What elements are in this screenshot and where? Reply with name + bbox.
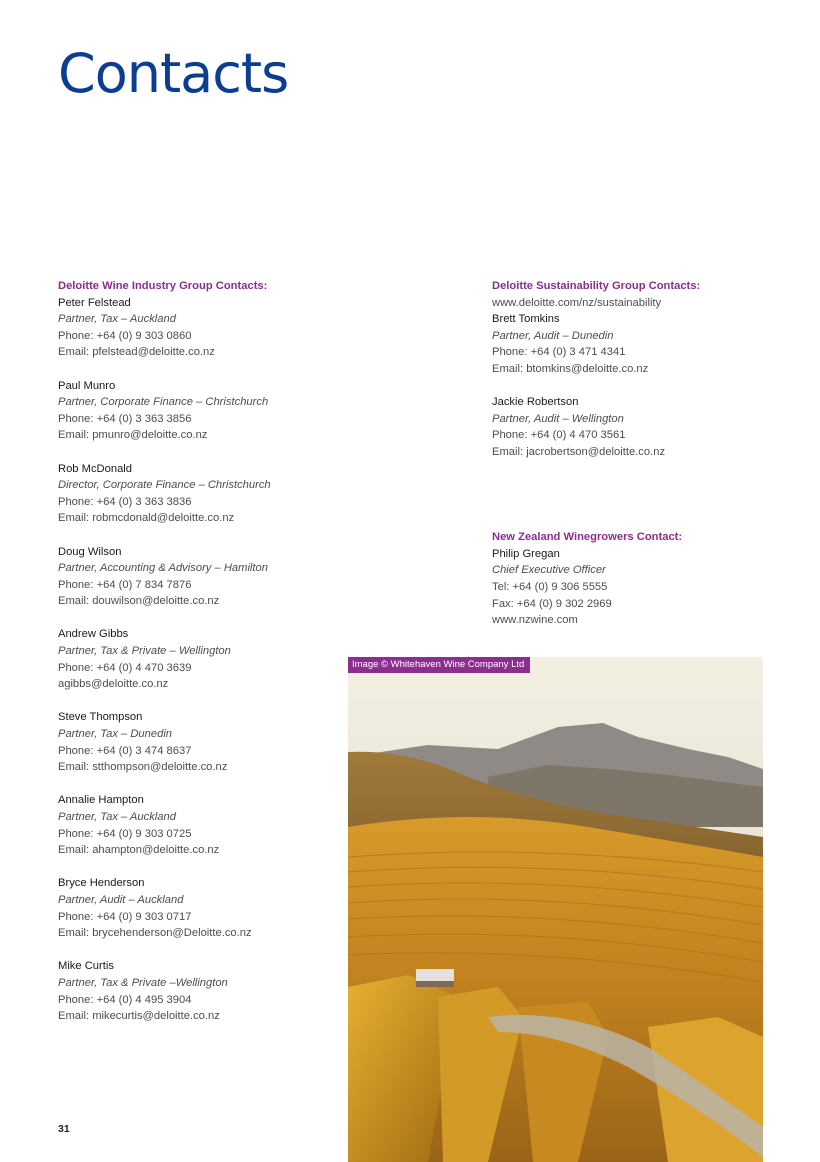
contact-title: Partner, Corporate Finance – Christchurch: [58, 396, 269, 409]
contact-card: [58, 544, 338, 610]
contact-tel: Tel: +64 (0) 9 306 5555: [492, 580, 608, 593]
winegrowers-heading: New Zealand Winegrowers Contact:: [492, 531, 683, 544]
contact-title: Partner, Accounting & Advisory – Hamilton: [58, 562, 268, 575]
contact-card: [58, 958, 338, 1024]
contact-name: Mike Curtis: [58, 960, 114, 973]
contact-phone: Phone: +64 (0) 9 303 0860: [58, 329, 192, 342]
contact-card: [58, 875, 338, 941]
contact-phone: Phone: +64 (0) 3 363 3856: [58, 412, 192, 425]
contact-email: Email: jacrobertson@deloitte.co.nz: [492, 445, 666, 458]
contact-title: Chief Executive Officer: [492, 564, 606, 577]
contact-website: www.nzwine.com: [492, 614, 578, 627]
sustainability-url: www.deloitte.com/nz/sustainability: [492, 296, 662, 309]
page-title: Contacts: [58, 42, 289, 105]
contact-email: Email: pmunro@deloitte.co.nz: [58, 429, 208, 442]
contact-email: Email: douwilson@deloitte.co.nz: [58, 595, 220, 608]
contact-card: [492, 311, 792, 377]
contact-phone: Phone: +64 (0) 4 495 3904: [58, 993, 192, 1006]
contact-name: Paul Munro: [58, 379, 116, 392]
page-number: 31: [58, 1123, 70, 1135]
contact-title: Partner, Tax – Dunedin: [58, 728, 173, 741]
contact-card: [58, 461, 338, 527]
contact-phone: Phone: +64 (0) 3 363 3836: [58, 495, 192, 508]
contact-email: Email: pfelstead@deloitte.co.nz: [58, 346, 215, 359]
contact-phone: Phone: +64 (0) 3 471 4341: [492, 346, 626, 359]
contact-phone: Phone: +64 (0) 4 470 3639: [58, 661, 192, 674]
wine-group-section: [58, 278, 338, 1041]
vineyard-photo: [348, 657, 763, 1162]
contact-name: Rob McDonald: [58, 462, 132, 475]
contact-email: Email: mikecurtis@deloitte.co.nz: [58, 1010, 220, 1023]
contact-email: Email: stthompson@deloitte.co.nz: [58, 761, 228, 774]
contact-email: agibbs@deloitte.co.nz: [58, 678, 169, 691]
contact-card: [58, 792, 338, 858]
contact-title: Partner, Tax & Private –Wellington: [58, 976, 228, 989]
contact-name: Brett Tomkins: [492, 313, 560, 326]
contact-phone: Phone: +64 (0) 7 834 7876: [58, 578, 192, 591]
contact-title: Partner, Audit – Auckland: [58, 893, 184, 906]
contact-card: [492, 394, 792, 460]
contact-card: [492, 546, 792, 629]
contact-title: Director, Corporate Finance – Christchurch: [58, 479, 271, 492]
contact-phone: Phone: +64 (0) 3 474 8637: [58, 744, 192, 757]
contact-name: Annalie Hampton: [58, 794, 144, 807]
contact-fax: Fax: +64 (0) 9 302 2969: [492, 597, 612, 610]
contact-card: [58, 709, 338, 775]
contact-phone: Phone: +64 (0) 9 303 0725: [58, 827, 192, 840]
contact-email: Email: ahampton@deloitte.co.nz: [58, 844, 220, 857]
contact-name: Philip Gregan: [492, 547, 560, 560]
contact-name: Andrew Gibbs: [58, 628, 129, 641]
contact-email: Email: brycehenderson@Deloitte.co.nz: [58, 927, 252, 940]
contact-email: Email: btomkins@deloitte.co.nz: [492, 362, 649, 375]
vineyard-landscape-image: [348, 657, 763, 1162]
contact-title: Partner, Tax & Private – Wellington: [58, 645, 231, 658]
contact-card: [58, 626, 338, 692]
photo-credit: Image © Whitehaven Wine Company Ltd: [348, 657, 530, 673]
contact-title: Partner, Tax – Auckland: [58, 313, 176, 326]
right-column: [492, 278, 792, 645]
contact-name: Steve Thompson: [58, 711, 143, 724]
contact-card: [58, 295, 338, 361]
contact-name: Peter Felstead: [58, 296, 131, 309]
contact-email: Email: robmcdonald@deloitte.co.nz: [58, 512, 235, 525]
contact-title: Partner, Audit – Dunedin: [492, 329, 614, 342]
contact-name: Doug Wilson: [58, 545, 122, 558]
contact-name: Jackie Robertson: [492, 396, 579, 409]
contact-card: [58, 378, 338, 444]
wine-group-heading: Deloitte Wine Industry Group Contacts:: [58, 280, 268, 292]
contact-phone: Phone: +64 (0) 9 303 0717: [58, 910, 192, 923]
contact-name: Bryce Henderson: [58, 877, 145, 890]
sustainability-group-heading: Deloitte Sustainability Group Contacts:: [492, 280, 701, 292]
contact-title: Partner, Tax – Auckland: [58, 811, 176, 823]
contact-title: Partner, Audit – Wellington: [492, 412, 624, 425]
contact-phone: Phone: +64 (0) 4 470 3561: [492, 429, 626, 442]
